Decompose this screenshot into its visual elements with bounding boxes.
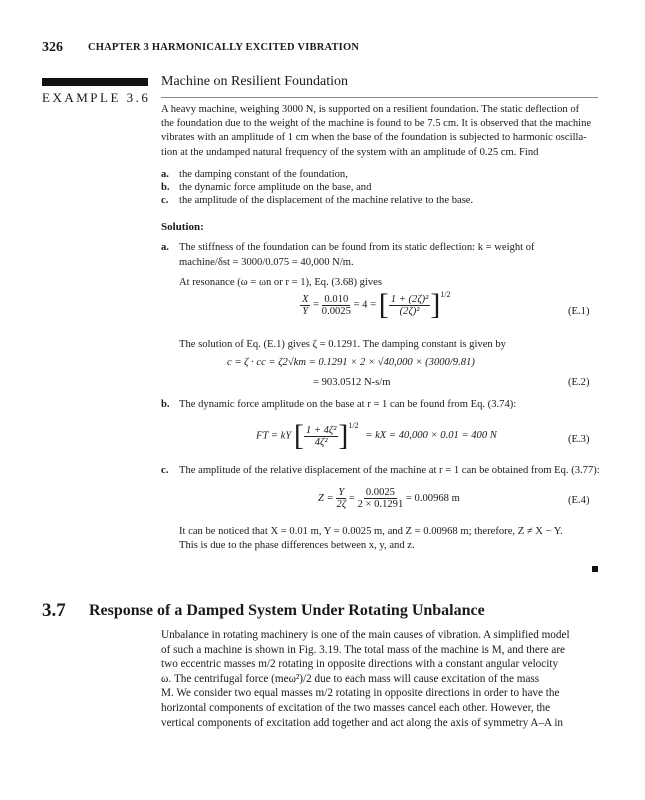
section-line: Unbalance in rotating machinery is one of the main causes of vibration. A simplified model (161, 629, 570, 641)
part-a (161, 168, 348, 181)
section-body (161, 628, 598, 730)
problem-statement (161, 103, 598, 160)
part-text: the amplitude of the displacement of the machine relative to the base. (179, 195, 474, 206)
eq1-lhs-num: X (302, 293, 309, 305)
eq3-lhs: FT = kY (256, 430, 292, 442)
solution-b (161, 398, 516, 411)
equation-e1: $\frac{X}{Y}$ = $\frac{0.010}{0.0025}$ = 4 = [ $\frac{\text{1 + (2ζ)²}}{\text{(2ζ)²}}$ ]$^{1/2}$ (302, 288, 451, 321)
eq2-label: (E.2) (568, 377, 590, 388)
part-letter: c. (161, 465, 169, 476)
equation-e4 (318, 487, 460, 510)
solution-b-text: The dynamic force amplitude on the base at r = 1 can be found from Eq. (3.74): (179, 399, 517, 410)
closing-line: This is due to the phase differences between x, y, and z. (179, 540, 415, 551)
problem-line: tion at the undamped natural frequency of the system with an amplitude of 0.25 cm. Find (161, 146, 539, 158)
part-c (161, 194, 473, 207)
closing-line: It can be noticed that X = 0.01 m, Y = 0.0025 m, and Z = 0.00968 m; therefore, Z ≠ X − Y. (179, 526, 563, 537)
problem-line: the foundation due to the weight of the machine is found to be 7.5 cm. It is observed that the machine (161, 118, 592, 130)
part-letter: b. (161, 182, 170, 193)
eq1-mid-den: 0.0025 (321, 305, 351, 317)
solution-a-line1: a. The stiffness of the foundation can be found from its static deflection: k = weight of (161, 242, 535, 253)
eq3-rhs: = kX = 40,000 × 0.01 = 400 N (365, 430, 497, 442)
part-letter: b. (161, 399, 170, 410)
eq4-f2-den: 2 × 0.1291 (357, 499, 404, 510)
eq4-label: (E.4) (568, 495, 590, 506)
eq1-lhs-den: Y (302, 305, 309, 317)
section-number: 3.7 (42, 600, 66, 621)
equation-e3: FT = kY [ $\frac{\text{1 + 4ζ²}}{\text{4ζ²}}$ ]$^{1/2}$ = kX = 40,000 × 0.01 = 400 N (256, 419, 497, 452)
resonance-text: At resonance (ω = ωn or r = 1), Eq. (3.68) gives (179, 277, 382, 288)
eq1-mid-num: 0.010 (324, 293, 349, 305)
eq1-power: 1/2 (440, 290, 451, 299)
problem-line: vibrates with an amplitude of 1 cm when the base of the foundation is subjected to harmonic oscilla- (161, 132, 587, 144)
part-text: the damping constant of the foundation, (179, 169, 348, 180)
section-line: M. We consider two equal masses m/2 rotating in opposite directions in order to have the (161, 687, 560, 700)
equation-e2-line1: c = ζ · cc = ζ2√km = 0.1291 × 2 × √40,000 × (3000/9.81) (227, 357, 475, 368)
example-label: EXAMPLE 3.6 (42, 90, 151, 105)
solution-c (161, 464, 600, 477)
part-b (161, 181, 371, 194)
section-line: ω. The centrifugal force (meω²)/2 due to each mass will cause excitation of the mass (161, 672, 540, 685)
eq4-rhs: = 0.00968 m (405, 492, 460, 504)
problem-line: A heavy machine, weighing 3000 N, is supported on a resilient foundation. The static deflection of (161, 104, 580, 115)
example-bar (42, 78, 148, 86)
eq1-four: = 4 = (353, 299, 377, 311)
end-of-example-mark (592, 566, 598, 572)
eq4-f1-den: 2ζ (336, 499, 347, 510)
section-title: Response of a Damped System Under Rotating Unbalance (89, 602, 485, 619)
example-rule (161, 97, 598, 98)
damping-solution-text: The solution of Eq. (E.1) gives ζ = 0.1291. The damping constant is given by (179, 339, 506, 350)
eq1-label: (E.1) (568, 306, 590, 317)
solution-a-text: The stiffness of the foundation can be found from its static deflection: k = weight of (179, 242, 535, 253)
section-line: horizontal components of excitation of the two masses cancel each other. However, the (161, 701, 551, 714)
section-line: vertical components of excitation add together and act along the axis of symmetry A–A in (161, 716, 564, 729)
section-line: two eccentric masses m/2 rotating in opposite directions with a constant angular velocity (161, 658, 559, 671)
solution-heading: Solution: (161, 221, 204, 233)
eq3-label: (E.3) (568, 434, 590, 445)
equation-e2-line2: = 903.0512 N-s/m (313, 377, 391, 388)
eq4-lhs: Z = (318, 492, 334, 504)
eq3-br-den: 4ζ² (314, 436, 328, 448)
solution-c-text: The amplitude of the relative displacement of the machine at r = 1 can be obtained from Eq. (3.77): (179, 465, 600, 476)
eq4-f1-num: Y (338, 487, 345, 498)
solution-a-line2: machine/δst = 3000/0.075 = 40,000 N/m. (179, 257, 354, 268)
part-letter: a. (161, 169, 169, 180)
eq4-eq: = (348, 492, 355, 504)
part-text: the dynamic force amplitude on the base, and (179, 182, 372, 193)
closing-remarks (179, 525, 563, 553)
page-number: 326 (42, 40, 63, 55)
eq1-br-num: 1 + (2ζ)² (390, 293, 429, 305)
eq3-power: 1/2 (348, 421, 359, 430)
eq4-f2-num: 0.0025 (365, 487, 395, 498)
section-line: of such a machine is shown in Fig. 3.19. The total mass of the machine is M, and there are (161, 643, 566, 656)
running-header: CHAPTER 3 HARMONICALLY EXCITED VIBRATION (88, 42, 360, 53)
eq1-br-den: (2ζ)² (399, 305, 420, 317)
example-title: Machine on Resilient Foundation (161, 74, 349, 89)
part-letter: c. (161, 195, 169, 206)
eq3-br-num: 1 + 4ζ² (305, 424, 337, 436)
